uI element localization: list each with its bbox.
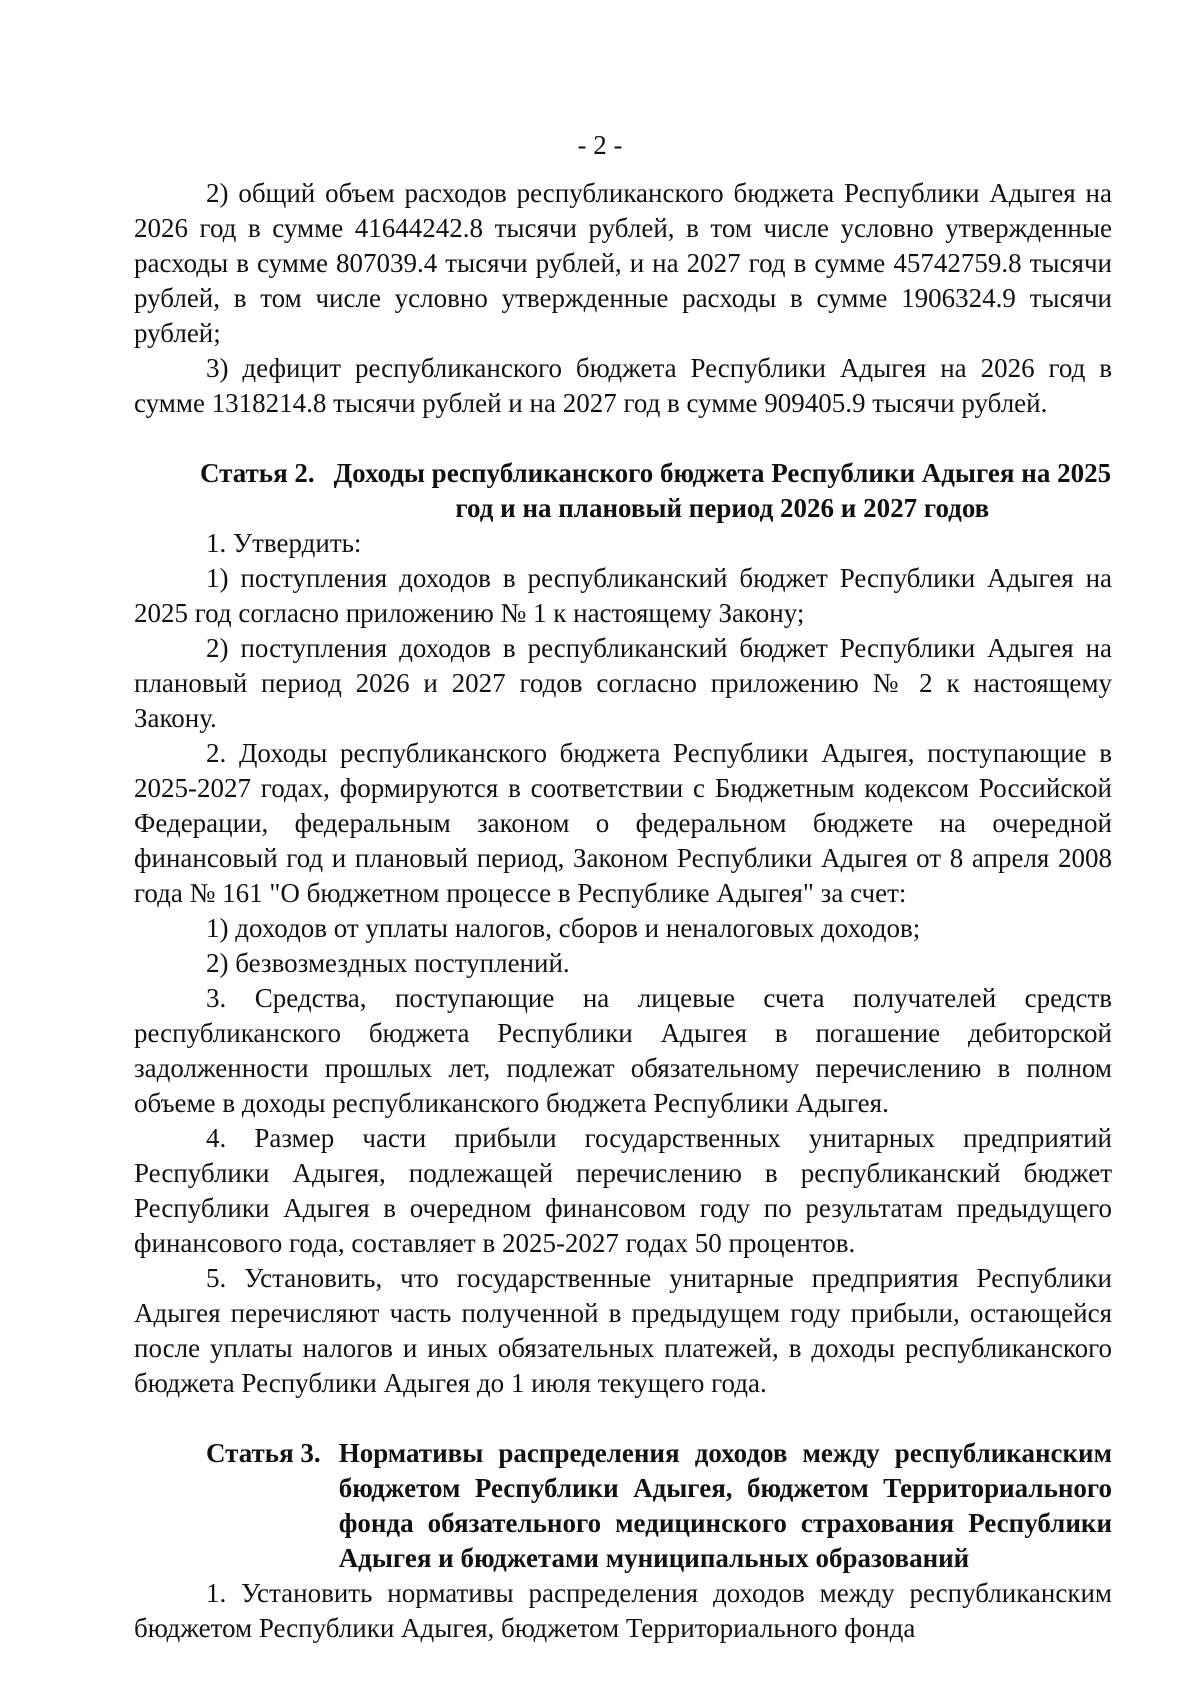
paragraph: 2) поступления доходов в республиканский бюджет Республики Адыгея на плановый период 2026 и 2027 годов согласно приложению № 2 к настоящему Закону. [134,633,1112,733]
page-number: - 2 - [577,130,623,160]
article-3-title: Нормативы распределения доходов между республиканским бюджетом Республики Адыгея, бюджетом Территориального фонда обязательного медицинского страхования Республики Адыгея и бюджетами муниципальных образований [338,1438,1112,1573]
paragraph: 1. Установить нормативы распределения доходов между республиканским бюджетом Республики Адыгея, бюджетом Территориального фонда [134,1578,1112,1643]
paragraph: 1) поступления доходов в республиканский бюджет Республики Адыгея на 2025 год согласно приложению № 1 к настоящему Закону; [134,563,1112,628]
paragraph: 5. Установить, что государственные унитарные предприятия Республики Адыгея перечисляют часть полученной в предыдущем году прибыли, остающейся после уплаты налогов и иных обязательных платежей, в доходы республиканского бюджета Республики Адыгея до 1 июля текущего года. [134,1263,1112,1398]
document-body [134,176,1112,1646]
paragraph: 2) общий объем расходов республиканского бюджета Республики Адыгея на 2026 год в сумме 41644242.8 тысячи рублей, в том числе условно утвержденные расходы в сумме 807039.4 тысячи рублей, и на 2027 год в сумме 45742759.8 тысячи рублей, в том числе условно утвержденные расходы в сумме 1906324.9 тысячи рублей; [134,178,1112,348]
paragraph: 2. Доходы республиканского бюджета Республики Адыгея, поступающие в 2025-2027 годах, формируются в соответствии с Бюджетным кодексом Российской Федерации, федеральным законом о федеральном бюджете на очередной финансовый год и плановый период, Законом Республики Адыгея от 8 апреля 2008 года № 161 "О бюджетном процессе в Республике Адыгея" за счет: [134,738,1112,908]
article-2-label: Статья 2. [200,458,315,488]
article-3-label: Статья 3. [206,1438,321,1468]
spacer [134,1401,1112,1436]
spacer [134,421,1112,456]
paragraph: 1. Утвердить: [206,528,362,558]
paragraph: 1) доходов от уплаты налогов, сборов и неналоговых доходов; [206,913,921,943]
paragraph: 4. Размер части прибыли государственных унитарных предприятий Республики Адыгея, подлежащей перечислению в республиканский бюджет Республики Адыгея в очередном финансовом году по результатам предыдущего финансового года, составляет в 2025-2027 годах 50 процентов. [134,1123,1112,1258]
paragraph: 3. Средства, поступающие на лицевые счета получателей средств республиканского бюджета Республики Адыгея в погашение дебиторской задолженности прошлых лет, подлежат обязательному перечислению в полном объеме в доходы республиканского бюджета Республики Адыгея. [134,983,1112,1118]
paragraph: 2) безвозмездных поступлений. [206,948,570,978]
article-2-title: Доходы республиканского бюджета Республики Адыгея на 2025 год и на плановый период 2026 и 2027 годов [333,458,1112,523]
article-3-heading [134,1436,1112,1576]
paragraph: 3) дефицит республиканского бюджета Республики Адыгея на 2026 год в сумме 1318214.8 тысячи рублей и на 2027 год в сумме 909405.9 тысячи рублей. [134,353,1112,418]
article-2-heading [134,456,1112,526]
